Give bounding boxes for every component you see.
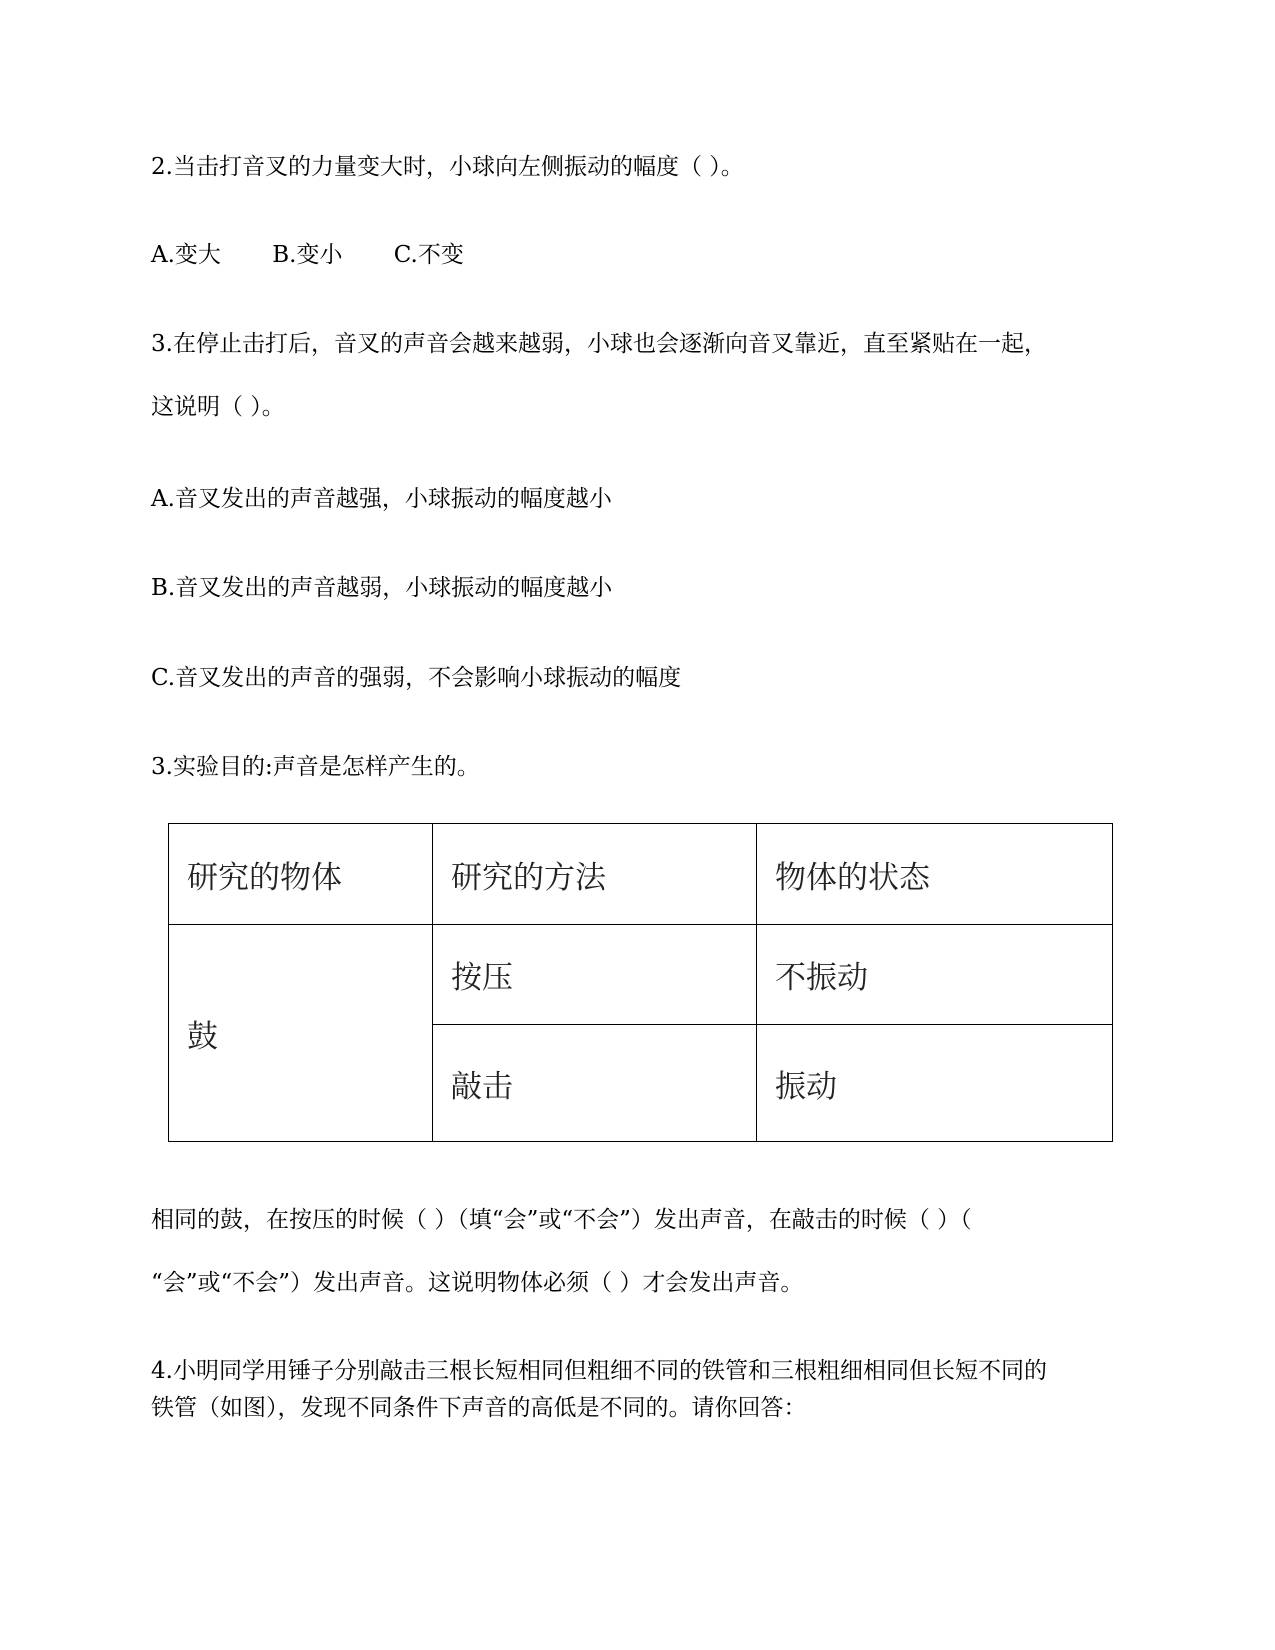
question-2-text: 2.当击打音叉的力量变大时，小球向左侧振动的幅度（ ）。 xyxy=(151,154,744,180)
experiment-table xyxy=(168,823,1113,1142)
option-c: C.不变 xyxy=(393,242,464,268)
question-3-text-line1: 3.在停止击打后，音叉的声音会越来越弱，小球也会逐渐向音叉靠近，直至紧贴在一起， xyxy=(151,331,1047,357)
header-object: 研究的物体 xyxy=(169,824,433,925)
cell-state: 振动 xyxy=(757,1025,1113,1142)
question-3-option-c: C.音叉发出的声音的强弱，不会影响小球振动的幅度 xyxy=(151,665,682,691)
option-b: B.变小 xyxy=(272,242,343,268)
cell-method: 按压 xyxy=(433,925,757,1025)
question-3-option-a: A.音叉发出的声音越强，小球振动的幅度越小 xyxy=(151,486,612,512)
cell-method: 敲击 xyxy=(433,1025,757,1142)
header-state: 物体的状态 xyxy=(757,824,1113,925)
option-a: A.变大 xyxy=(151,242,221,268)
question-4-line2: 铁管（如图），发现不同条件下声音的高低是不同的。请你回答： xyxy=(151,1395,807,1421)
fill-blank-line2: “会”或“不会”）发出声音。这说明物体必须（ ）才会发出声音。 xyxy=(151,1270,804,1296)
experiment-purpose: 3.实验目的:声音是怎样产生的。 xyxy=(151,754,480,780)
cell-object: 鼓 xyxy=(169,925,433,1142)
table-row xyxy=(169,925,1113,1025)
header-method: 研究的方法 xyxy=(433,824,757,925)
cell-state: 不振动 xyxy=(757,925,1113,1025)
table-header-row xyxy=(169,824,1113,925)
question-2-options xyxy=(151,240,464,270)
question-3-text-line2: 这说明（ ）。 xyxy=(151,394,285,420)
question-3-option-b: B.音叉发出的声音越弱，小球振动的幅度越小 xyxy=(151,575,613,601)
question-4-line1: 4.小明同学用锤子分别敲击三根长短相同但粗细不同的铁管和三根粗细相同但长短不同的 xyxy=(151,1358,1047,1384)
fill-blank-line1: 相同的鼓，在按压的时候（ ）（填“会”或“不会”）发出声音，在敲击的时候（ ）（ xyxy=(151,1207,972,1233)
